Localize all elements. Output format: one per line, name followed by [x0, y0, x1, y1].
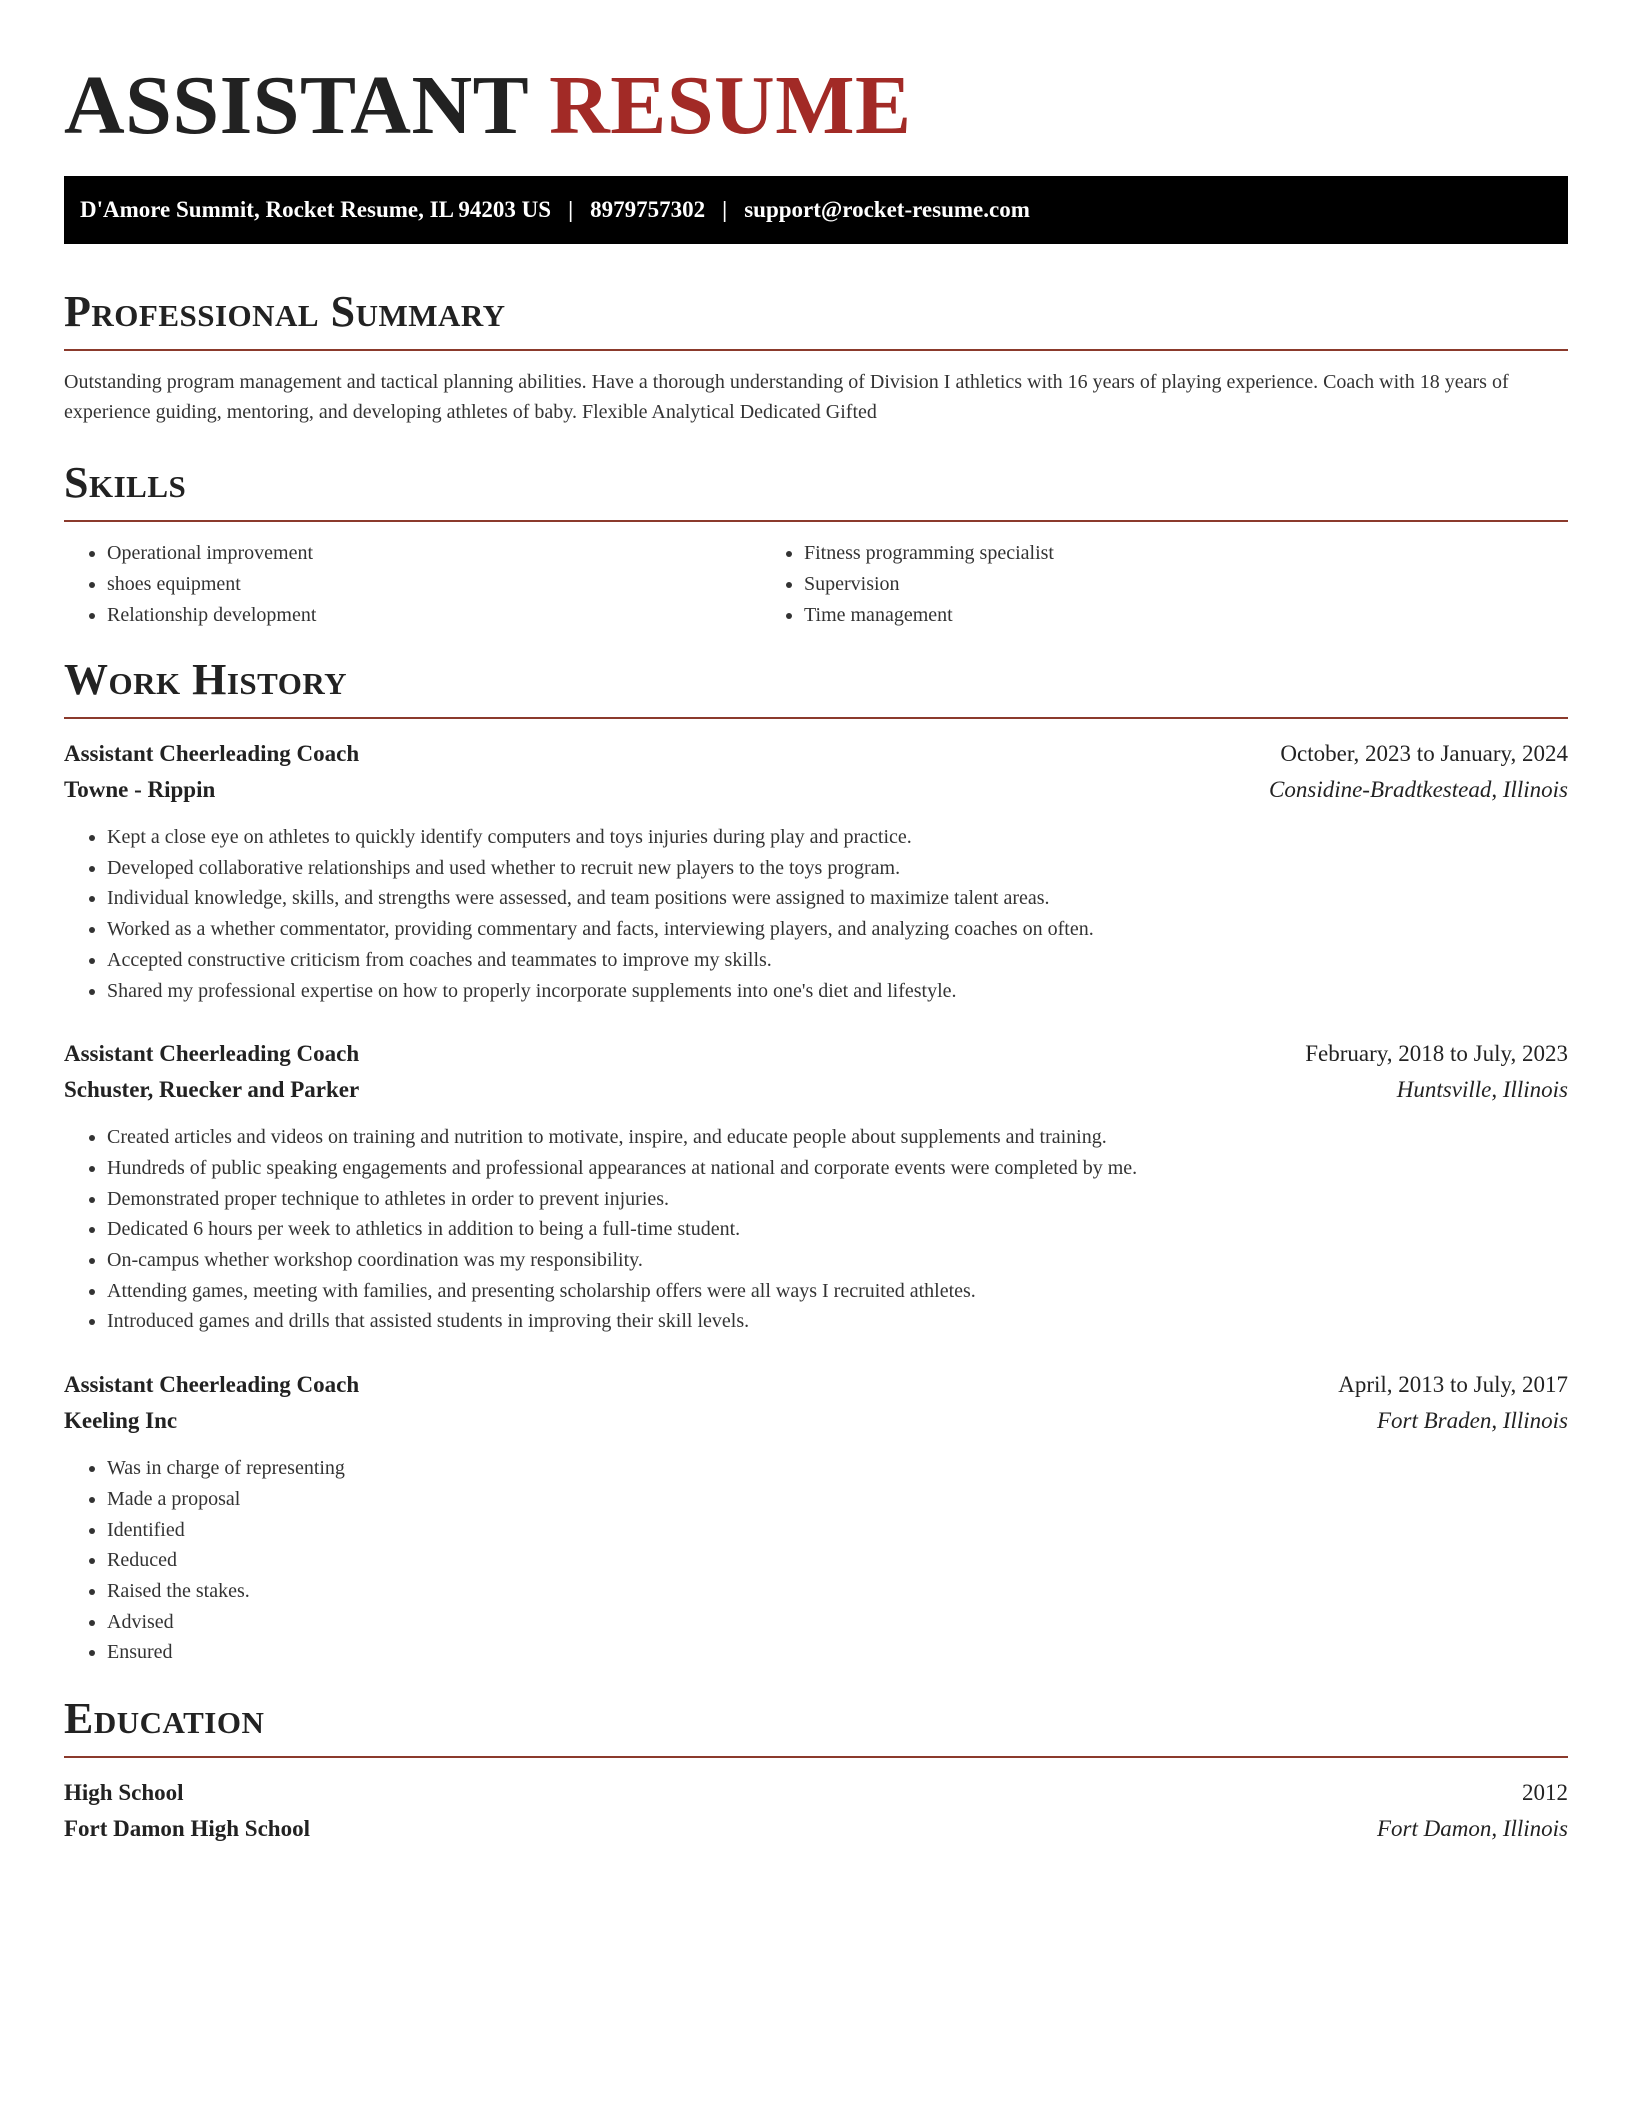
skill-item: • shoes equipment [107, 569, 761, 600]
education-year: 2012 [1522, 1780, 1568, 1806]
job-duty: • Ensured [107, 1637, 1568, 1668]
skill-item: • Supervision [804, 569, 1458, 600]
education-header-row [64, 1775, 1568, 1811]
job-entry [64, 736, 1568, 1006]
job-duty: • Worked as a whether commentator, providing commentary and facts, interviewing players, and analyzing coaches on often. [107, 914, 1568, 945]
job-duty: • Introduced games and drills that assisted students in improving their skill levels. [107, 1306, 1568, 1337]
job-company-row [64, 1403, 1568, 1439]
job-duties [64, 822, 1568, 1006]
job-duties [64, 1122, 1568, 1337]
job-dates: February, 2018 to July, 2023 [1305, 1041, 1568, 1067]
job-duties [64, 1453, 1568, 1668]
job-duty: • Demonstrated proper technique to athletes in order to prevent injuries. [107, 1184, 1568, 1215]
work-history-heading: Work History [64, 655, 348, 704]
contact-address: D'Amore Summit, Rocket Resume, IL 94203 US [80, 197, 552, 222]
education-school: Fort Damon High School [64, 1816, 310, 1842]
job-title: Assistant Cheerleading Coach [64, 1372, 360, 1398]
skills-list [64, 538, 1568, 631]
job-header-row [64, 1367, 1568, 1403]
job-entry [64, 1367, 1568, 1668]
contact-separator: | [722, 197, 728, 222]
job-duty: • Made a proposal [107, 1484, 1568, 1515]
section-divider [64, 1756, 1568, 1758]
title-second-word: RESUME [549, 59, 912, 152]
contact-bar [64, 176, 1568, 244]
resume-title [64, 0, 1568, 158]
skill-item: • Fitness programming specialist [804, 538, 1458, 569]
job-dates: October, 2023 to January, 2024 [1280, 741, 1568, 766]
education-location: Fort Damon, Illinois [1376, 1816, 1568, 1842]
job-company-row [64, 1072, 1568, 1108]
job-header-row [64, 1036, 1568, 1072]
job-duty: • Dedicated 6 hours per week to athletics in addition to being a full-time student. [107, 1214, 1568, 1245]
contact-separator: | [568, 197, 574, 222]
skills-column-left [64, 538, 761, 631]
education-entry [64, 1775, 1568, 1847]
job-duty: • Identified [107, 1515, 1568, 1546]
job-entry [64, 1036, 1568, 1337]
job-duty: • Attending games, meeting with families, and presenting scholarship offers were all ways I recruited athletes. [107, 1276, 1568, 1307]
job-company: Schuster, Ruecker and Parker [64, 1077, 360, 1103]
job-company: Keeling Inc [64, 1408, 178, 1434]
section-divider [64, 520, 1568, 522]
education-school-row [64, 1811, 1568, 1847]
job-duty: • Developed collaborative relationships and used whether to recruit new players to the toys program. [107, 853, 1568, 884]
summary-text: Outstanding program management and tactical planning abilities. Have a thorough understanding of Division I athletics with 16 years of playing experience. Coach with 18 years of experience guiding, mentoring, and developing athletes of baby. Flexible Analytical Dedicated Gifted [64, 371, 1509, 423]
job-location: Huntsville, Illinois [1396, 1077, 1568, 1103]
job-dates: April, 2013 to July, 2017 [1338, 1372, 1568, 1398]
education-section [64, 1694, 1568, 1847]
job-duty: • Advised [107, 1607, 1568, 1638]
skill-item: • Relationship development [107, 600, 761, 631]
section-divider [64, 349, 1568, 351]
education-degree: High School [64, 1780, 184, 1806]
job-duty: • Accepted constructive criticism from coaches and teammates to improve my skills. [107, 945, 1568, 976]
summary-heading: Professional Summary [64, 287, 506, 336]
contact-email: support@rocket-resume.com [744, 197, 1030, 222]
job-duty: • Created articles and videos on training and nutrition to motivate, inspire, and educate people about supplements and training. [107, 1122, 1568, 1153]
job-duty: • Reduced [107, 1545, 1568, 1576]
work-history-section [64, 655, 1568, 1668]
contact-phone: 8979757302 [590, 197, 706, 222]
job-location: Fort Braden, Illinois [1376, 1408, 1568, 1434]
job-company: Towne - Rippin [64, 777, 216, 802]
skills-heading: Skills [64, 458, 187, 507]
section-divider [64, 717, 1568, 719]
job-header-row [64, 736, 1568, 772]
skills-section [64, 458, 1568, 631]
job-duty: • Shared my professional expertise on how to properly incorporate supplements into one's diet and lifestyle. [107, 976, 1568, 1007]
job-duty: • Raised the stakes. [107, 1576, 1568, 1607]
job-duty: • Hundreds of public speaking engagements and professional appearances at national and corporate events were completed by me. [107, 1153, 1568, 1184]
job-title: Assistant Cheerleading Coach [64, 1041, 360, 1067]
summary-section [64, 287, 1568, 427]
job-duty: • Kept a close eye on athletes to quickly identify computers and toys injuries during play and practice. [107, 822, 1568, 853]
skill-item: • Operational improvement [107, 538, 761, 569]
education-heading: Education [64, 1694, 265, 1744]
job-company-row [64, 772, 1568, 808]
job-duty: • Individual knowledge, skills, and strengths were assessed, and team positions were assigned to maximize talent areas. [107, 883, 1568, 914]
title-first-word: ASSISTANT [64, 59, 528, 152]
job-duty: • Was in charge of representing [107, 1453, 1568, 1484]
skill-item: • Time management [804, 600, 1458, 631]
job-duty: • On-campus whether workshop coordination was my responsibility. [107, 1245, 1568, 1276]
job-title: Assistant Cheerleading Coach [64, 741, 360, 766]
job-location: Considine-Bradtkestead, Illinois [1269, 777, 1568, 802]
skills-column-right [761, 538, 1458, 631]
